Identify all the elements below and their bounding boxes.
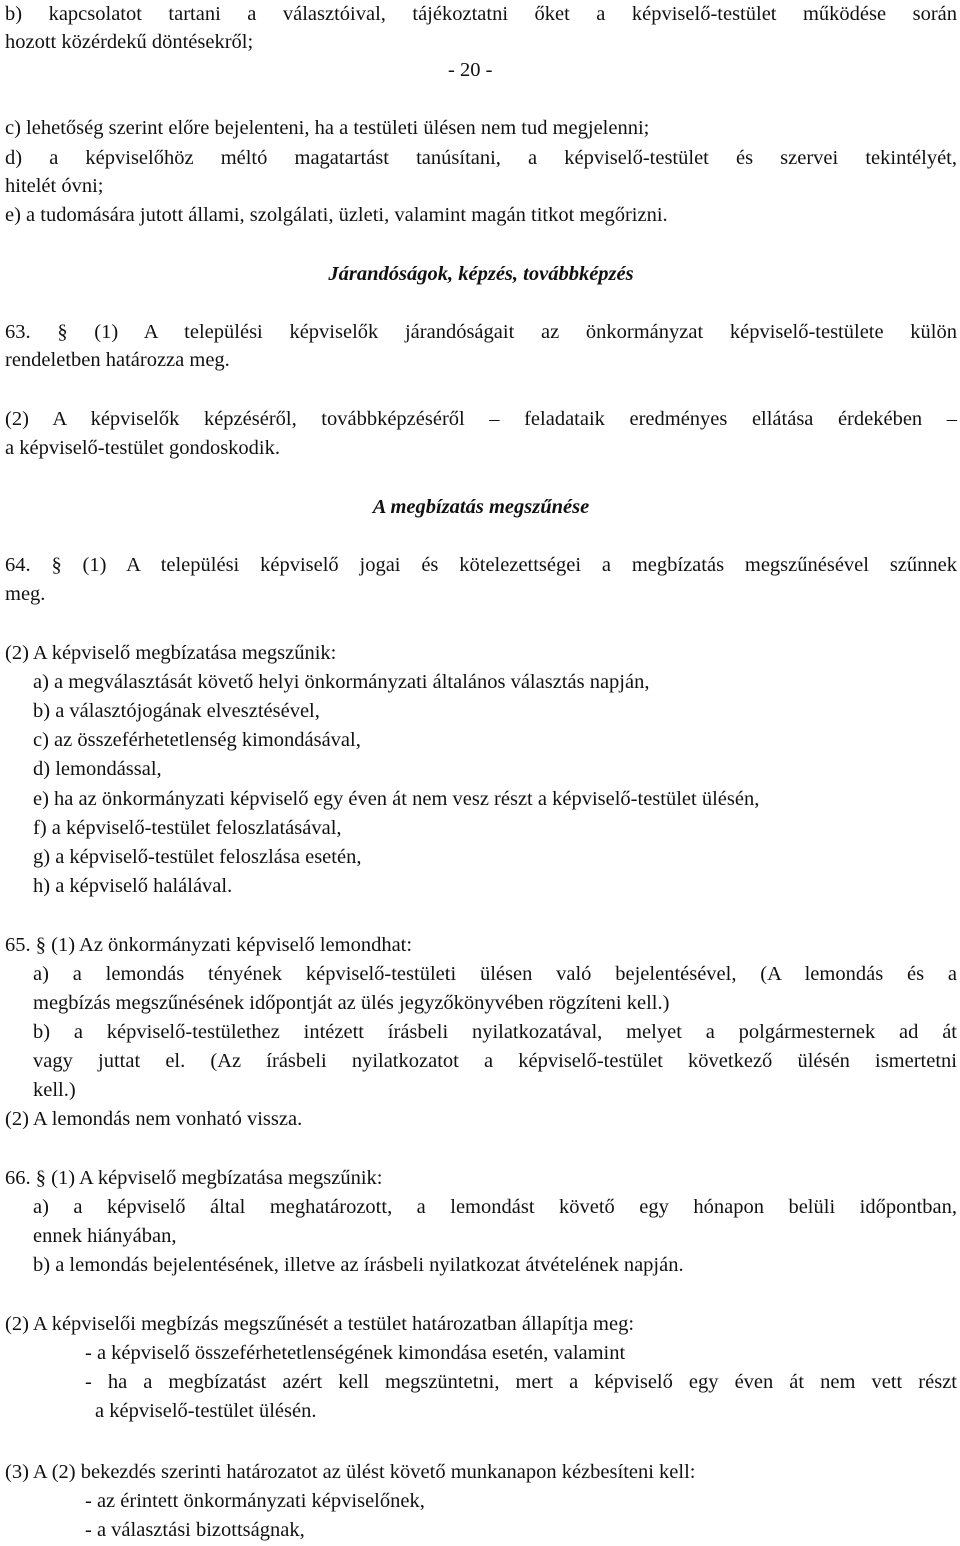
paragraph-66-a-line2: ennek hiányában, <box>33 1225 177 1247</box>
list-item: c) az összeférhetetlenség kimondásával, <box>33 729 361 751</box>
paragraph-64-1-line1: 64. § (1) A települési képviselő jogai és kötelezettségei a megbízatás megszűnésével szűnnek <box>5 554 957 576</box>
list-item: d) lemondással, <box>33 758 162 780</box>
paragraph-64-2-intro: (2) A képviselő megbízatása megszűnik: <box>5 642 337 664</box>
item-d-line2: hitelét óvni; <box>5 175 104 197</box>
paragraph-63-1-line2: rendeletben határozza meg. <box>5 349 230 371</box>
list-item: - a képviselő összeférhetetlenségének kimondása esetén, valamint <box>85 1342 626 1364</box>
paragraph-65-a-line2: megbízás megszűnésének időpontját az ülés jegyzőkönyvében rögzíteni kell.) <box>33 992 670 1014</box>
section-heading-megszunes: A megbízatás megszűnése <box>372 496 590 518</box>
paragraph-66-1-intro: 66. § (1) A képviselő megbízatása megszűnik: <box>5 1167 383 1189</box>
list-item: b) a választójogának elvesztésével, <box>33 700 320 722</box>
list-item: a) a megválasztását követő helyi önkormányzati általános választás napján, <box>33 671 650 693</box>
item-b-line1: b) kapcsolatot tartani a választóival, tájékoztatni őket a képviselő-testület működése során <box>5 3 957 25</box>
item-e: e) a tudomására jutott állami, szolgálati, üzleti, valamint magán titkot megőrizni. <box>5 204 668 226</box>
paragraph-64-1-line2: meg. <box>5 583 46 605</box>
list-item: h) a képviselő halálával. <box>33 875 233 897</box>
paragraph-66-3-intro: (3) A (2) bekezdés szerinti határozatot az ülést követő munkanapon kézbesíteni kell: <box>5 1461 696 1483</box>
list-item: g) a képviselő-testület feloszlása esetén, <box>33 846 362 868</box>
section-heading-jarandosagok: Járandóságok, képzés, továbbképzés <box>328 263 634 285</box>
paragraph-65-b-line1: b) a képviselő-testülethez intézett írásbeli nyilatkozatával, melyet a polgármesternek ad át <box>33 1021 957 1043</box>
list-item: e) ha az önkormányzati képviselő egy éven át nem vesz részt a képviselő-testület ülésén, <box>33 788 760 810</box>
list-item: f) a képviselő-testület feloszlatásával, <box>33 817 342 839</box>
paragraph-65-b-line3: kell.) <box>33 1079 76 1101</box>
paragraph-66-a-line1: a) a képviselő által meghatározott, a lemondást követő egy hónapon belüli időpontban, <box>33 1196 957 1218</box>
list-item: - ha a megbízatást azért kell megszüntetni, mert a képviselő egy éven át nem vett részt <box>85 1371 957 1393</box>
paragraph-65-a-line1: a) a lemondás tényének képviselő-testületi ülésen való bejelentésével, (A lemondás és a <box>33 963 957 985</box>
paragraph-65-b-line2: vagy juttat el. (Az írásbeli nyilatkozatot a képviselő-testület következő ülésén ismertetni <box>33 1050 957 1072</box>
paragraph-66-b: b) a lemondás bejelentésének, illetve az írásbeli nyilatkozat átvételének napján. <box>33 1254 684 1276</box>
list-item: - az érintett önkormányzati képviselőnek, <box>85 1490 425 1512</box>
paragraph-66-2-intro: (2) A képviselői megbízás megszűnését a testület határozatban állapítja meg: <box>5 1313 635 1335</box>
paragraph-65-2: (2) A lemondás nem vonható vissza. <box>5 1108 303 1130</box>
paragraph-63-2-line1: (2) A képviselők képzéséről, továbbképzéséről – feladataik eredményes ellátása érdekében – <box>5 408 957 430</box>
paragraph-63-2-line2: a képviselő-testület gondoskodik. <box>5 437 280 459</box>
paragraph-65-1-intro: 65. § (1) Az önkormányzati képviselő lemondhat: <box>5 934 413 956</box>
page-number: - 20 - <box>448 59 493 81</box>
paragraph-63-1-line1: 63. § (1) A települési képviselők járandóságait az önkormányzat képviselő-testülete külön <box>5 321 957 343</box>
item-d-line1: d) a képviselőhöz méltó magatartást tanúsítani, a képviselő-testület és szervei tekintélyét, <box>5 147 957 169</box>
item-b-line2: hozott közérdekű döntésekről; <box>5 31 254 53</box>
item-c: c) lehetőség szerint előre bejelenteni, ha a testületi ülésen nem tud megjelenni; <box>5 117 650 139</box>
list-item-continuation: a képviselő-testület ülésén. <box>95 1400 317 1422</box>
list-item: - a választási bizottságnak, <box>85 1519 305 1541</box>
